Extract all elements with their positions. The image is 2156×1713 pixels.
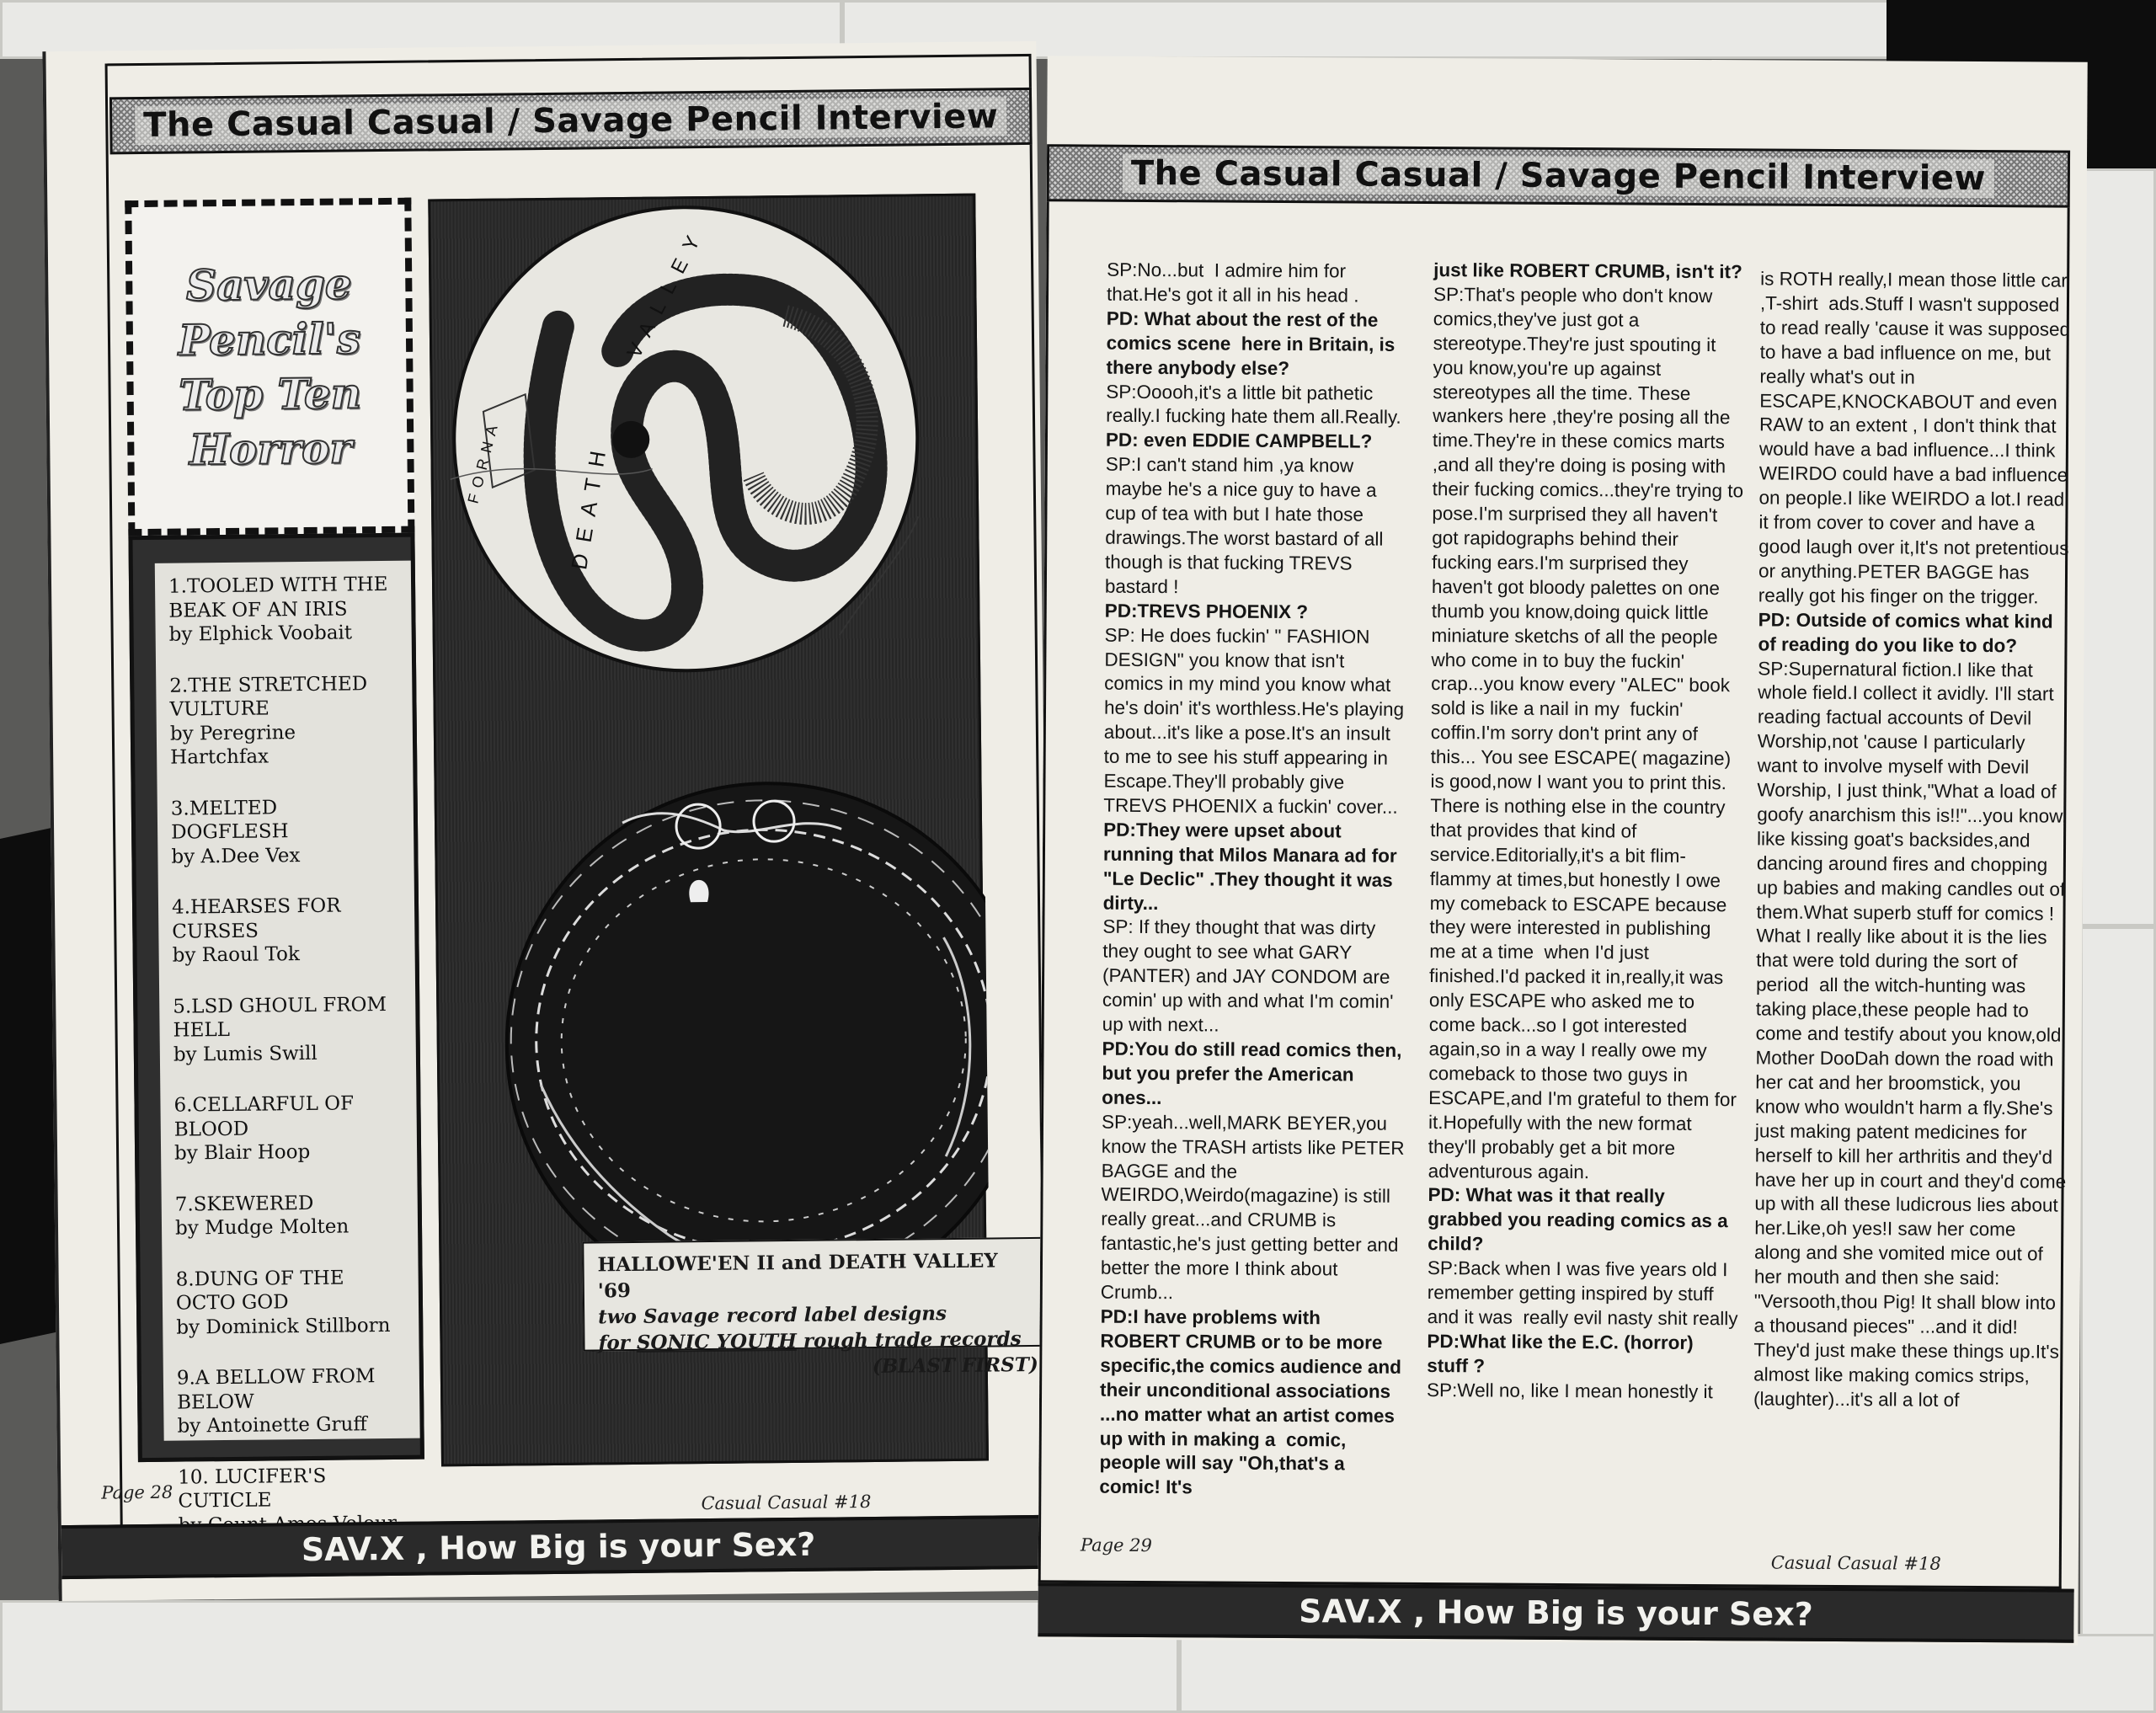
interview-answer: SP: He does fuckin' " FASHION DESIGN" you know that isn't comics in my mind you know what he's doin' it's worthless.He's playing about...it's like a pose.It's an insult to me to see his stuff appearing in Escape.They'll probably give TREVS PHOENIX a fuckin' cover... [1103,624,1410,818]
footer-tagline: SAV.X , How Big is your Sex? [301,1525,816,1569]
page-footer [1038,1582,2073,1643]
interview-answer: SP:Back when I was five years old I remember getting inspired by stuff and it was really evil nasty shit really [1427,1257,1738,1330]
header-title: The Casual Casual / Savage Pencil Interview [1123,154,1994,198]
top-ten-title-box [125,198,414,536]
interview-question: PD:They were upset about running that Milos Manara ad for "Le Declic" .They thought it was dirty... [1102,819,1403,914]
death-valley-disc [447,205,920,673]
title-line: Savage [185,259,352,311]
halloween-disc [504,781,991,1308]
issue-label: Casual Casual #18 [701,1492,872,1514]
interview-answer: SP:Supernatural fiction.I like that whole field.I collect it avidly. I'll start reading factual accounts of Devil Worship,not 'cause I particularly want to involve myself with Devil Worship, I just think,"What a load of goofy anarchism this is!!"...you know, like kissing goat's backsides,and dancing around fires and chopping up babies and making candles out of them.What superb stuff for comics ! What I really like about it is the lies that were told during the sort of period all the witch-hunting was taking place,these people had to come and testify about you know,old Mother DooDah down the road with her cat and her broomstick, you know who wouldn't harm a fly.She's just making patent medicines for herself to kill her arthritis and they'd have her up in court and they'd come up with all these ludicrous lies about her.Like,oh yes!I saw her come along and she vomited mice out of her mouth and then she said: "Versooth,thou Pig! It shall blow into a thousand pieces" ...and it did! They'd just make these things up.It's almost like making comics strips,(laughter)...it's all a lot of [1753,657,2073,1411]
list-item: 9.A BELLOW FROM BELOW by Antoinette Gruff [176,1365,376,1438]
floor-tile [1179,1634,2156,1713]
page-number: Page 28 [101,1481,173,1503]
page-footer [61,1515,1053,1579]
interview-question: PD:TREVS PHOENIX ? [1104,600,1309,622]
left-page [42,41,1052,1601]
title-line: Horror [189,423,353,475]
interview-answer: SP:yeah...well,MARK BEYER,you know the TRASH artists like PETER BAGGE and the WEIRDO,Weirdo(magazine) is still really great...and CRUMB is fantastic,he's just getting better and better the more I think about Crumb... [1100,1111,1410,1304]
interview-answer: is ROTH really,I mean those little car ,T-shirt ads.Stuff I wasn't supposed to read really 'cause it was supposed to have a bad influence on me, but really what's out in ESCAPE,KNOCKABOUT and even RAW to an extent , I don't think that would have a bad influence...I think WEIRDO could have a bad influence on people.I like WEIRDO a lot.I read it from cover to cover and have a good laugh over it,It's not pretentious or anything.PETER BAGGE has really got his finger on the trigger. [1758,268,2081,608]
interview-column-2 [1427,259,1749,1405]
interview-question: PD: What was it that really grabbed you reading comics as a child? [1428,1184,1734,1255]
map-label-forna: FORNA [464,417,503,505]
interview-answer: SP:No...but I admire him for that.He's got it all in his head . [1106,259,1359,307]
interview-column-1 [1099,259,1410,1502]
list-item: 3.MELTED DOGFLESH by A.Dee Vex [170,796,301,868]
list-item: 1.TOOLED WITH THE BEAK OF AN IRIS by Elphick Voobait [168,573,388,646]
interview-question: PD:You do still read comics then, but you prefer the American ones... [1102,1038,1407,1108]
footer-tagline: SAV.X , How Big is your Sex? [1299,1593,1813,1633]
band-name: SONIC YOUTH [636,1330,798,1355]
title-line: Pencil's [178,313,361,366]
interview-answer: SP:Well no, like I mean honestly it [1427,1379,1713,1402]
list-item: 5.LSD GHOUL FROM HELL by Lumis Swill [173,993,387,1066]
interview-answer: SP:That's people who don't know comics,they've just got a stereotype.They're just spouting it you know,you're up against stereotypes all the time. These wankers here ,they're posing all the time.They're in these comics marts ,and all they're doing is posing with their fucking comics...they're trying to pose.I'm surprised they all haven't got rapidographs behind their fucking ears.I'm surprised they haven't got bloody palettes on one thumb you know,doing quick little miniature sketchs of all the people who come in to buy the fuckin' crap...you know every "ALEC" book sold is like a nail in my fuckin' coffin.I'm sorry don't print any of this... You see ESCAPE( magazine) is good,now I want you to print this. There is nothing else in the country that provides that kind of service.Editorially,it's a bit flim-flammy at times,but honestly I owe my comeback to ESCAPE because they were interested in publishing me at a time when I'd just finished.I'd packed it in,really,it was only ESCAPE who asked me to come back...so I got interested again,so in a way I really owe my comeback to those two guys in ESCAPE,and I'm grateful to them for it.Hopefully with the new format they'll probably get a bit more adventurous again. [1428,283,1749,1182]
interview-column-3 [1753,267,2081,1413]
record-caption: HALLOWE'EN II and DEATH VALLEY '69 two Savage record label designs for SONIC YOUTH rough trade records (BLAST FIRST) [582,1237,1052,1352]
interview-question: PD: Outside of comics what kind of reading do you like to do? [1758,609,2059,656]
issue-label: Casual Casual #18 [1770,1552,1941,1574]
list-item: 4.HEARSES FOR CURSES by Raoul Tok [171,894,341,967]
header-title: The Casual Casual / Savage Pencil Interview [135,97,1007,145]
right-page [1038,56,2087,1646]
interview-answer: SP:I can't stand him ,ya know maybe he's a nice guy to have a cup of tea with but I hate those drawings.The worst bastard of all though is that fucking TREVS bastard ! [1104,453,1389,597]
interview-question: PD: What about the rest of the comics scene here in Britain, is there anybody else? [1106,307,1401,379]
interview-question: PD: even EDDIE CAMPBELL? [1105,430,1373,452]
list-item: 6.CELLARFUL OF BLOOD by Blair Hoop [173,1092,355,1165]
list-item: 2.THE STRETCHED VULTURE by Peregrine Hartchfax [169,672,368,769]
map-label-death: DEATH [566,437,613,572]
interview-question: PD:What like the E.C. (horror) stuff ? [1427,1330,1700,1377]
interview-answer: SP:Ooooh,it's a little bit pathetic really.I fucking hate them all.Really. [1106,381,1401,429]
floor-tile [0,1600,1179,1713]
page-header [1047,144,2070,207]
floor-tile [2080,168,2156,926]
list-item: 7.SKEWERED by Mudge Molten [174,1192,350,1240]
map-label-valley: VALLEY [622,221,711,362]
interview-answer: SP: If they thought that was dirty they ought to see what GARY (PANTER) and JAY CONDOM are comin' up with and what I'm comin' up with next... [1102,916,1399,1036]
title-line: Top Ten [178,368,362,420]
interview-question: PD:I have problems with ROBERT CRUMB or to be more specific,the comics audience and their unconditional associations ...no matter what an artist comes up with in making a comic, people will say "Oh,that's a comic! It's [1099,1305,1407,1498]
page-number: Page 29 [1080,1534,1153,1556]
page-header [109,88,1033,154]
list-item: 8.DUNG OF THE OCTO GOD by Dominick Stillborn [175,1267,391,1339]
floor-tile [2080,926,2156,1713]
list-item: 10. LUCIFER'S CUTICLE [178,1465,327,1513]
interview-question: just like ROBERT CRUMB, isn't it? [1433,259,1742,283]
